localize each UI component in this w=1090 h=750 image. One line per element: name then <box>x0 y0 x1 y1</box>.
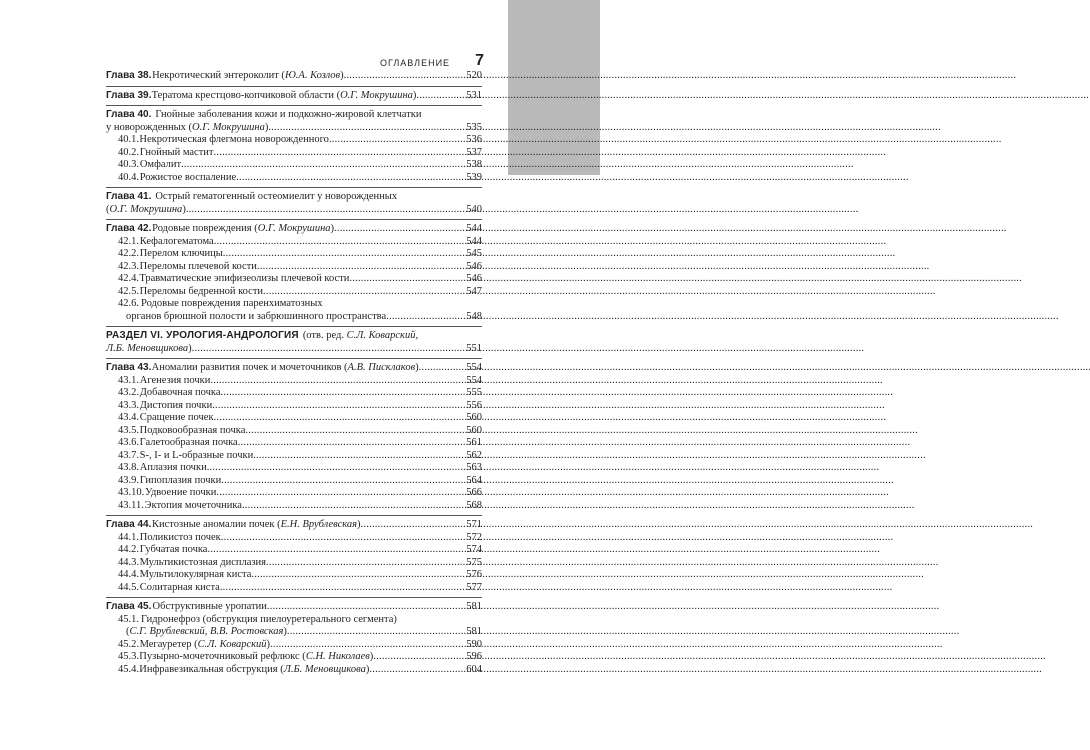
toc-entry <box>106 298 482 311</box>
toc-group <box>106 187 482 219</box>
toc-entry <box>106 109 482 122</box>
dot-leader <box>214 236 466 249</box>
section-number: 40.2. <box>118 146 139 158</box>
toc-entry[interactable] <box>106 519 482 532</box>
chapter-label: Глава 42. <box>106 223 152 234</box>
toc-entry[interactable] <box>106 172 482 185</box>
section-number: 44.4. <box>118 569 139 580</box>
entry-title <box>153 601 267 614</box>
section-number: 45.2. <box>118 638 139 650</box>
page-ref[interactable]: 536 <box>466 134 482 145</box>
dot-leader <box>369 664 465 677</box>
page-ref[interactable]: 540 <box>466 203 482 215</box>
toc-entry[interactable] <box>106 273 482 286</box>
entry-title <box>152 70 344 83</box>
title-text: Гнойный мастит <box>139 146 214 158</box>
title-text: Обструктивные уропатии <box>152 601 267 612</box>
table-of-contents <box>106 70 482 679</box>
entry-title <box>106 122 268 135</box>
title-text: Инфравезикальная обструкция ( <box>139 663 284 675</box>
toc-entry[interactable] <box>106 601 482 614</box>
section-title: ОГЛАВЛЕНИЕ <box>380 58 451 68</box>
title-text: Некротическая флегмона новорожденного <box>139 134 329 145</box>
entry-title <box>152 362 419 375</box>
title-text: у новорожденных ( <box>106 121 193 133</box>
title-text: Переломы плечевой кости <box>139 260 257 272</box>
title-text: Мультикистозная дисплазия <box>139 556 266 568</box>
dot-leader <box>373 651 465 664</box>
author-name: О.Г. Мокрушина <box>109 203 183 215</box>
title-text: Эктопия мочеточника <box>144 499 242 511</box>
toc-entry[interactable] <box>106 569 482 582</box>
dot-leader <box>210 375 465 388</box>
entry-title <box>140 375 211 388</box>
section-number: 43.8. <box>118 462 139 473</box>
section-number: 45.3. <box>118 651 139 662</box>
page-ref[interactable]: 545 <box>466 248 482 259</box>
entry-title <box>140 400 212 413</box>
page-ref[interactable]: 554 <box>466 362 482 373</box>
section-number: 44.3. <box>118 556 139 568</box>
entry-title <box>106 343 192 356</box>
dot-leader <box>253 450 465 463</box>
toc-group <box>106 515 482 597</box>
dot-leader <box>344 70 466 83</box>
page-ref[interactable]: 590 <box>466 638 482 650</box>
section-number: 42.3. <box>118 260 139 272</box>
section-number: 45.1. <box>118 613 139 625</box>
entry-title <box>140 437 238 450</box>
section-number: 43.11. <box>118 499 144 511</box>
title-text: ( <box>106 203 110 215</box>
title-text: ) <box>412 89 417 101</box>
entry-title <box>152 519 361 532</box>
title-text: ) <box>357 519 361 530</box>
author-name: С.Л. Коварский, <box>346 330 419 341</box>
dot-leader <box>238 437 466 450</box>
title-text: Переломы бедренной кости <box>139 285 264 297</box>
dot-leader <box>181 159 465 172</box>
page-ref[interactable]: 596 <box>466 651 482 662</box>
chapter-label: Глава 43. <box>106 362 152 373</box>
entry-title <box>155 191 397 204</box>
entry-title <box>145 500 242 513</box>
toc-entry[interactable] <box>106 343 482 356</box>
entry-title <box>140 544 208 557</box>
page-ref[interactable]: 563 <box>466 462 482 473</box>
entry-title <box>140 248 223 261</box>
dot-leader <box>270 639 465 652</box>
title-text: Перелом ключицы <box>139 248 223 259</box>
chapter-label: Глава 40. <box>106 109 152 120</box>
title-text: Тератома крестцово-копчиковой области ( <box>151 89 341 101</box>
dot-leader <box>251 569 465 582</box>
dot-leader <box>257 261 465 274</box>
title-text: органов брюшной полости и забрюшинного пространства <box>126 310 387 322</box>
entry-title <box>145 487 216 500</box>
dot-leader <box>266 557 465 570</box>
entry-title <box>106 204 186 217</box>
title-text: Травматические эпифизеолизы плечевой кости <box>139 273 350 284</box>
dot-leader <box>416 90 465 103</box>
title-text: Поликистоз почек <box>139 531 221 543</box>
toc-entry[interactable] <box>106 159 482 172</box>
toc-entry[interactable] <box>106 147 482 160</box>
toc-group <box>106 326 482 358</box>
section-number: 40.3. <box>118 159 139 170</box>
dot-leader <box>220 582 465 595</box>
title-text: Подковообразная почка <box>139 424 246 436</box>
title-text: Некротический энтероколит ( <box>152 70 285 81</box>
title-text: Губчатая почка <box>139 544 208 555</box>
dot-leader <box>361 519 466 532</box>
entry-title <box>140 532 221 545</box>
page-ref[interactable]: 576 <box>466 569 482 580</box>
page-ref[interactable]: 556 <box>466 399 482 411</box>
page-ref[interactable]: 572 <box>466 531 482 543</box>
section-number: 42.2. <box>118 248 139 259</box>
dot-leader <box>287 626 465 639</box>
toc-entry <box>106 330 482 343</box>
section-number: 44.1. <box>118 531 139 543</box>
page-ref[interactable]: 555 <box>466 387 482 398</box>
toc-entry[interactable] <box>106 626 482 639</box>
entry-title <box>140 557 266 570</box>
section-number: 42.6. <box>118 298 139 309</box>
section-number: 42.1. <box>118 235 139 247</box>
entry-title <box>140 387 221 400</box>
dot-leader <box>236 172 465 185</box>
dot-leader <box>329 134 465 147</box>
author-name: Ю.А. Козлов <box>284 70 341 81</box>
author-name: Л.Б. Меновщикова <box>106 342 189 354</box>
title-text: Рожистое воспаление <box>139 171 237 183</box>
title-text: Гидронефроз (обструкция пиелоуретерального сегмента) <box>141 613 397 625</box>
title-text: ) <box>266 638 271 650</box>
toc-entry[interactable] <box>106 437 482 450</box>
title-text: ) <box>340 70 344 81</box>
title-text: Кистозные аномалии почек ( <box>151 519 281 530</box>
title-text: ) <box>264 121 269 133</box>
section-number: 40.1. <box>118 134 139 145</box>
toc-entry[interactable] <box>106 311 482 324</box>
section-number: 43.9. <box>118 474 139 486</box>
page-ref[interactable]: 560 <box>466 424 482 436</box>
section-number: 44.2. <box>118 544 139 555</box>
title-text: Мультилокулярная киста <box>139 569 252 580</box>
page-ref[interactable]: 539 <box>466 171 482 183</box>
page-ref[interactable]: 575 <box>466 556 482 568</box>
dot-leader <box>245 425 465 438</box>
dot-leader <box>207 462 466 475</box>
chapter-label: Глава 39. <box>106 89 152 101</box>
chapter-label: Глава 44. <box>106 519 152 530</box>
toc-entry[interactable] <box>106 286 482 299</box>
entry-title <box>139 664 369 677</box>
toc-entry[interactable] <box>106 500 482 513</box>
page-ref[interactable]: 577 <box>466 581 482 593</box>
section-number: 43.7. <box>118 449 139 461</box>
part-label: РАЗДЕЛ VI. УРОЛОГИЯ-АНДРОЛОГИЯ <box>106 330 299 341</box>
section-number: 43.2. <box>118 387 139 398</box>
title-text: Пузырно-мочеточниковый рефлюкс ( <box>139 651 306 662</box>
page-ref[interactable]: 546 <box>466 260 482 272</box>
toc-entry[interactable] <box>106 651 482 664</box>
dot-leader <box>419 362 466 375</box>
entry-title <box>141 298 323 311</box>
dot-leader <box>221 475 465 488</box>
author-name: С.Л. Коварский <box>197 638 267 650</box>
title-text: Мегаурeтер ( <box>139 638 198 650</box>
page-ref[interactable]: 564 <box>466 474 482 486</box>
toc-entry <box>106 191 482 204</box>
page-ref[interactable]: 538 <box>466 159 482 170</box>
section-number: 40.4. <box>118 171 139 183</box>
title-text: ) <box>283 626 287 637</box>
toc-entry[interactable] <box>106 204 482 217</box>
page-ref[interactable]: 574 <box>466 544 482 555</box>
dot-leader <box>349 273 465 286</box>
dot-leader <box>242 500 465 513</box>
page-ref[interactable]: 562 <box>466 449 482 461</box>
dot-leader <box>263 286 465 299</box>
title-text: Омфалит <box>139 159 182 170</box>
page-ref[interactable]: 604 <box>466 663 482 675</box>
author-name: С.Н. Николаев <box>305 651 370 662</box>
dot-leader <box>214 412 466 425</box>
toc-entry[interactable] <box>106 400 482 413</box>
toc-entry[interactable] <box>106 544 482 557</box>
author-name: Л.Б. Меновщикова <box>283 663 366 675</box>
entry-title <box>140 147 214 160</box>
page-ref[interactable]: 561 <box>466 437 482 448</box>
entry-title <box>140 236 214 249</box>
toc-entry[interactable] <box>106 90 482 103</box>
author-name: О.Г. Мокрушина <box>257 223 331 234</box>
toc-entry[interactable] <box>106 557 482 570</box>
dot-leader <box>207 544 465 557</box>
author-name: Е.Н. Врублевская <box>280 519 358 530</box>
entry-title <box>126 626 287 639</box>
title-text: ) <box>365 663 370 675</box>
title-text: Дистопия почки <box>139 399 213 411</box>
toc-entry[interactable] <box>106 487 482 500</box>
section-number: 43.6. <box>118 437 139 448</box>
chapter-label: Глава 38. <box>106 70 152 81</box>
title-text: Кефалогематома <box>139 235 214 247</box>
entry-title <box>139 651 373 664</box>
toc-entry[interactable] <box>106 248 482 261</box>
page-ref[interactable]: 546 <box>466 273 482 284</box>
toc-group <box>106 70 482 86</box>
chapter-label: Глава 45. <box>106 601 152 612</box>
page-ref[interactable]: 520 <box>466 70 482 81</box>
author-name: О.Г. Мокрушина <box>340 89 413 101</box>
entry-title <box>140 462 207 475</box>
toc-entry[interactable] <box>106 387 482 400</box>
dot-leader <box>221 532 465 545</box>
entry-title <box>140 412 214 425</box>
page-ref[interactable]: 566 <box>466 487 482 498</box>
title-text: Сращение почек <box>139 412 214 423</box>
toc-group <box>106 597 482 679</box>
page-ref[interactable]: 547 <box>466 285 482 297</box>
section-number: 42.5. <box>118 285 139 297</box>
page-ref[interactable]: 554 <box>466 374 482 386</box>
section-number: 43.10. <box>118 487 145 498</box>
toc-entry[interactable] <box>106 639 482 652</box>
toc-entry[interactable] <box>106 475 482 488</box>
title-text: Солитарная киста <box>139 581 220 593</box>
title-text: Гнойные заболевания кожи и подкожно-жировой клетчатки <box>155 109 422 120</box>
title-text: ) <box>415 362 419 373</box>
author-name: О.Г. Мокрушина <box>192 121 265 133</box>
title-text: Агенезия почки <box>139 374 211 386</box>
author-name: С.Г. Врублевский, В.В. Ростовская <box>129 626 284 637</box>
toc-entry[interactable] <box>106 236 482 249</box>
entry-title <box>141 614 397 627</box>
author-name: А.В. Писклаков <box>347 362 416 373</box>
title-text: ( <box>126 626 130 637</box>
entry-title <box>126 311 386 324</box>
entry-title <box>139 273 349 286</box>
page-ref[interactable]: 537 <box>466 146 482 158</box>
dot-leader <box>223 248 465 261</box>
section-number: 45.4. <box>118 663 139 675</box>
toc-entry <box>106 614 482 627</box>
toc-entry[interactable] <box>106 664 482 677</box>
dot-leader <box>221 387 466 400</box>
title-text: Аномалии развития почек и мочеточников ( <box>151 362 348 373</box>
title-text: Родовые повреждения ( <box>152 223 258 234</box>
toc-group <box>106 358 482 515</box>
page-ref[interactable]: 544 <box>466 223 482 234</box>
toc-group <box>106 86 482 106</box>
title-text: ) <box>369 651 374 662</box>
toc-entry[interactable] <box>106 425 482 438</box>
toc-entry[interactable] <box>106 582 482 595</box>
entry-title <box>140 261 257 274</box>
entry-title <box>140 425 246 438</box>
toc-entry[interactable] <box>106 223 482 236</box>
page-ref[interactable]: 581 <box>466 601 482 612</box>
toc-entry[interactable] <box>106 134 482 147</box>
toc-entry[interactable] <box>106 70 482 83</box>
title-text: S-, I- и L-образные почки <box>139 449 254 461</box>
entry-title <box>303 330 418 343</box>
title-text: Удвоение почки <box>144 487 217 498</box>
toc-entry[interactable] <box>106 450 482 463</box>
entry-title <box>140 639 270 652</box>
page-ref[interactable]: 548 <box>466 310 482 322</box>
entry-title <box>140 569 252 582</box>
entry-title <box>139 134 329 147</box>
toc-group <box>106 105 482 187</box>
title-text: (отв. ред. <box>302 330 347 341</box>
title-text: Острый гематогенный остеомиелит у новорожденных <box>155 191 398 202</box>
entry-title <box>140 172 236 185</box>
title-text: Аплазия почки <box>139 462 207 473</box>
toc-entry[interactable] <box>106 412 482 425</box>
entry-title <box>155 109 421 122</box>
entry-title <box>152 223 334 236</box>
entry-title <box>140 286 263 299</box>
entry-title <box>152 90 417 103</box>
page-number: 7 <box>475 52 484 69</box>
title-text: ) <box>330 223 335 234</box>
title-text: Родовые повреждения паренхиматозных <box>141 298 323 309</box>
dot-leader <box>186 204 465 217</box>
entry-title <box>140 450 254 463</box>
section-number: 43.1. <box>118 374 139 386</box>
title-text: Галетообразная почка <box>139 437 238 448</box>
dot-leader <box>386 311 465 324</box>
title-text: ) <box>188 342 192 354</box>
page-ref[interactable]: 544 <box>466 235 482 247</box>
toc-entry[interactable] <box>106 122 482 135</box>
toc-entry[interactable] <box>106 362 482 375</box>
page-ref[interactable]: 535 <box>466 121 482 133</box>
chapter-label: Глава 41. <box>106 191 152 202</box>
page-ref[interactable]: 571 <box>466 519 482 530</box>
title-text: ) <box>182 203 186 215</box>
section-number: 43.4. <box>118 412 139 423</box>
entry-title <box>140 475 222 488</box>
toc-entry[interactable] <box>106 462 482 475</box>
dot-leader <box>216 487 465 500</box>
page-ref[interactable]: 581 <box>466 626 482 637</box>
dot-leader <box>214 147 466 160</box>
toc-entry[interactable] <box>106 532 482 545</box>
dot-leader <box>334 223 465 236</box>
toc-entry[interactable] <box>106 375 482 388</box>
dot-leader <box>192 343 466 356</box>
section-number: 44.5. <box>118 581 139 593</box>
section-number: 42.4. <box>118 273 139 284</box>
page-ref[interactable]: 568 <box>466 499 482 511</box>
dot-leader <box>267 601 465 614</box>
page-ref[interactable]: 560 <box>466 412 482 423</box>
dot-leader <box>268 122 465 135</box>
entry-title <box>140 582 220 595</box>
dot-leader <box>212 400 465 413</box>
page-ref[interactable]: 531 <box>466 89 482 101</box>
section-number: 43.5. <box>118 424 139 436</box>
page-ref[interactable]: 551 <box>466 342 482 354</box>
title-text: Добавочная почка <box>139 387 221 398</box>
toc-entry[interactable] <box>106 261 482 274</box>
entry-title <box>140 159 181 172</box>
toc-group <box>106 219 482 326</box>
section-number: 43.3. <box>118 399 139 411</box>
title-text: Гипоплазия почки <box>139 474 222 486</box>
